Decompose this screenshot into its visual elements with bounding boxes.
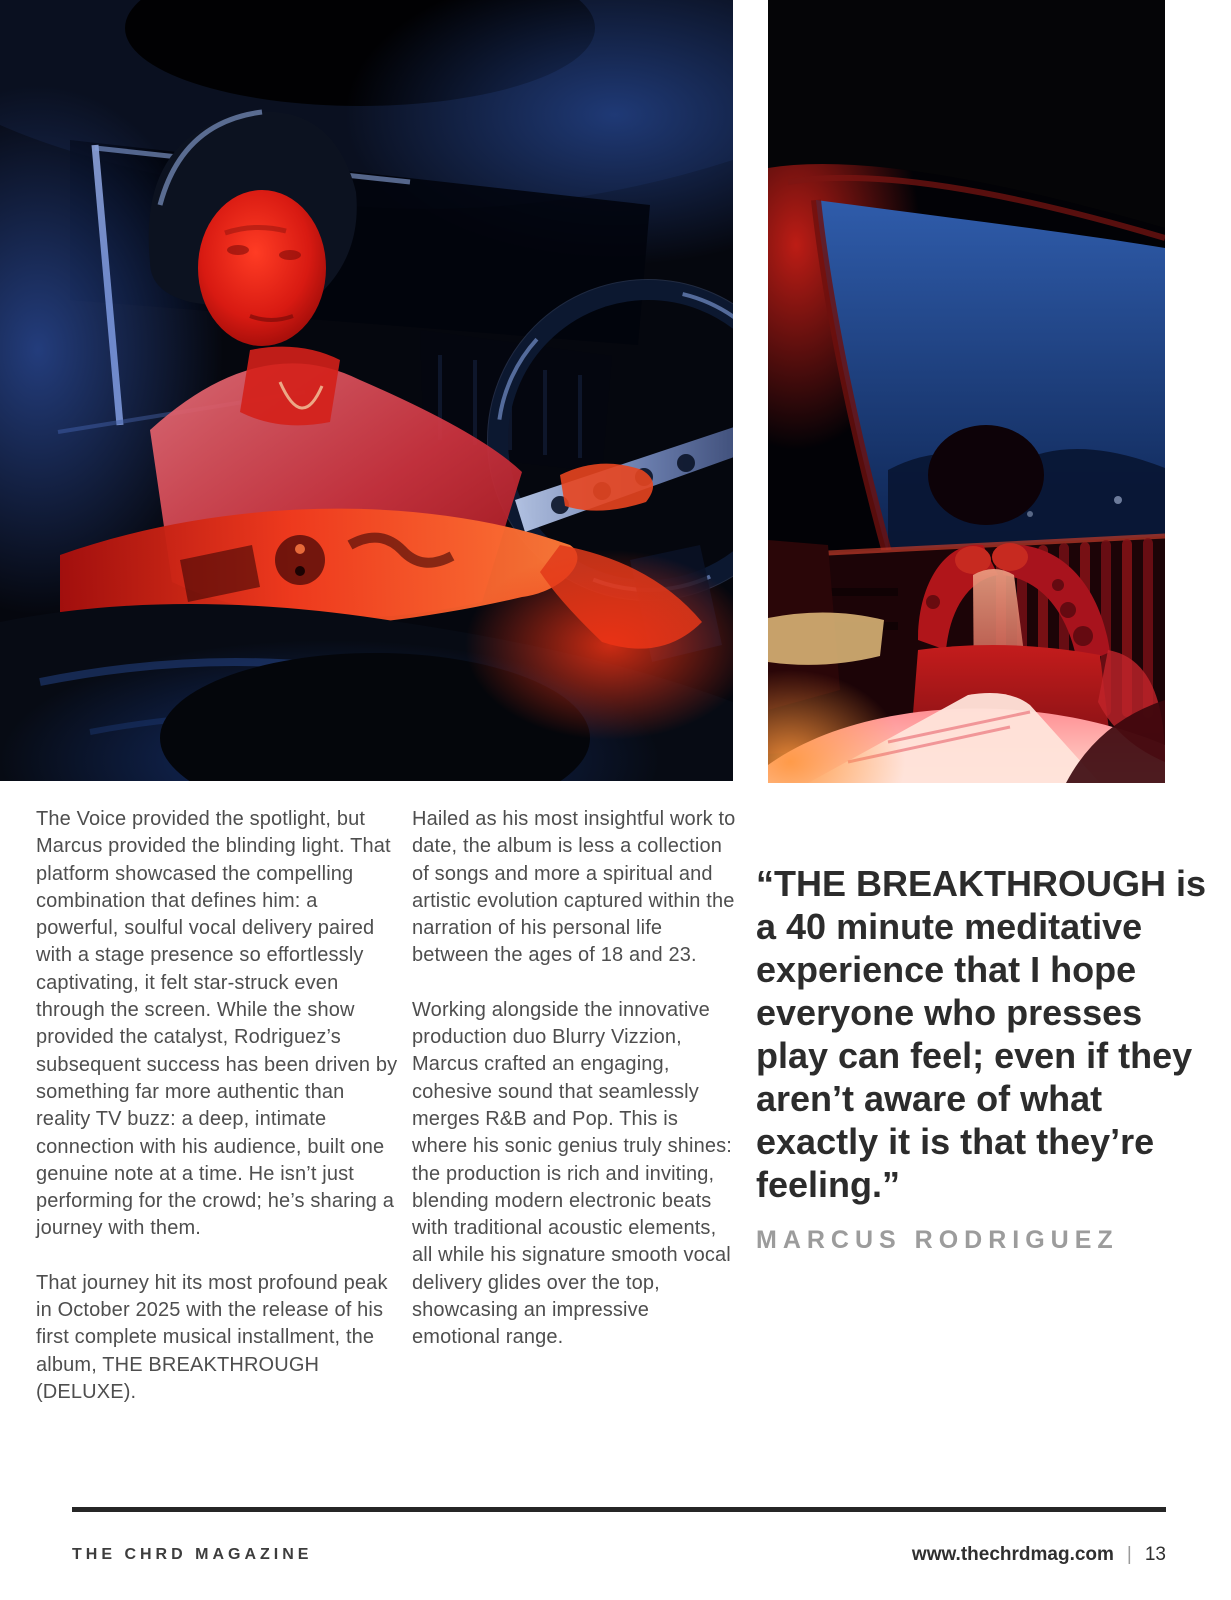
article-column-2: [412, 806, 738, 1379]
website-url[interactable]: www.thechrdmag.com: [911, 1544, 1114, 1565]
back-seat-photo: [768, 0, 1165, 783]
article-paragraph: That journey hit its most profound peak in October 2025 with the release of his first complete musical installment, the album, THE BREAKTHROUGH (DELUXE).: [36, 1271, 388, 1403]
driver-seat-photo: [0, 0, 733, 781]
article-paragraph: Hailed as his most insightful work to date, the album is less a collection of songs and more a spiritual and artistic evolution captured within the narration of his personal life between the ages of 18 and 23.: [412, 808, 736, 967]
page-number: 13: [1144, 1544, 1166, 1565]
pull-quote-text: “THE BREAKTHROUGH is a 40 minute meditative experience that I hope everyone who presses play can feel; even if they aren’t aware of what exactly it is that they’re feeling.”: [756, 863, 1207, 1205]
article-paragraph: Working alongside the innovative production duo Blurry Vizzion, Marcus crafted an engaging, cohesive sound that seamlessly merges R&B and Pop. This is where his sonic genius truly shines: the production is rich and inviting, blending modern electronic beats with traditional acoustic elements, all while his signature smooth vocal delivery glides over the top, showcasing an impressive emotional range.: [412, 998, 732, 1349]
driver-seat-photo-art: [0, 0, 733, 781]
footer-right: [912, 1544, 1166, 1566]
pull-quote-attribution: MARCUS RODRIGUEZ: [756, 1226, 1119, 1254]
back-seat-photo-art: [768, 0, 1165, 783]
footer-divider: [72, 1507, 1166, 1512]
magazine-name: THE CHRD MAGAZINE: [72, 1546, 313, 1563]
pull-quote: [756, 862, 1208, 1255]
footer-separator: |: [1126, 1544, 1132, 1565]
article-column-1: [36, 806, 398, 1433]
article-paragraph: The Voice provided the spotlight, but Marcus provided the blinding light. That platform showcased the compelling combination that defines him: a powerful, soulful vocal delivery paired with a stage presence so effortlessly captivating, it felt star-struck even through the screen. While the show provided the catalyst, Rodriguez’s subsequent success has been driven by something far more authentic than reality TV buzz: a deep, intimate connection with his audience, built one genuine note at a time. He isn’t just performing for the crowd; he’s sharing a journey with them.: [36, 808, 398, 1240]
